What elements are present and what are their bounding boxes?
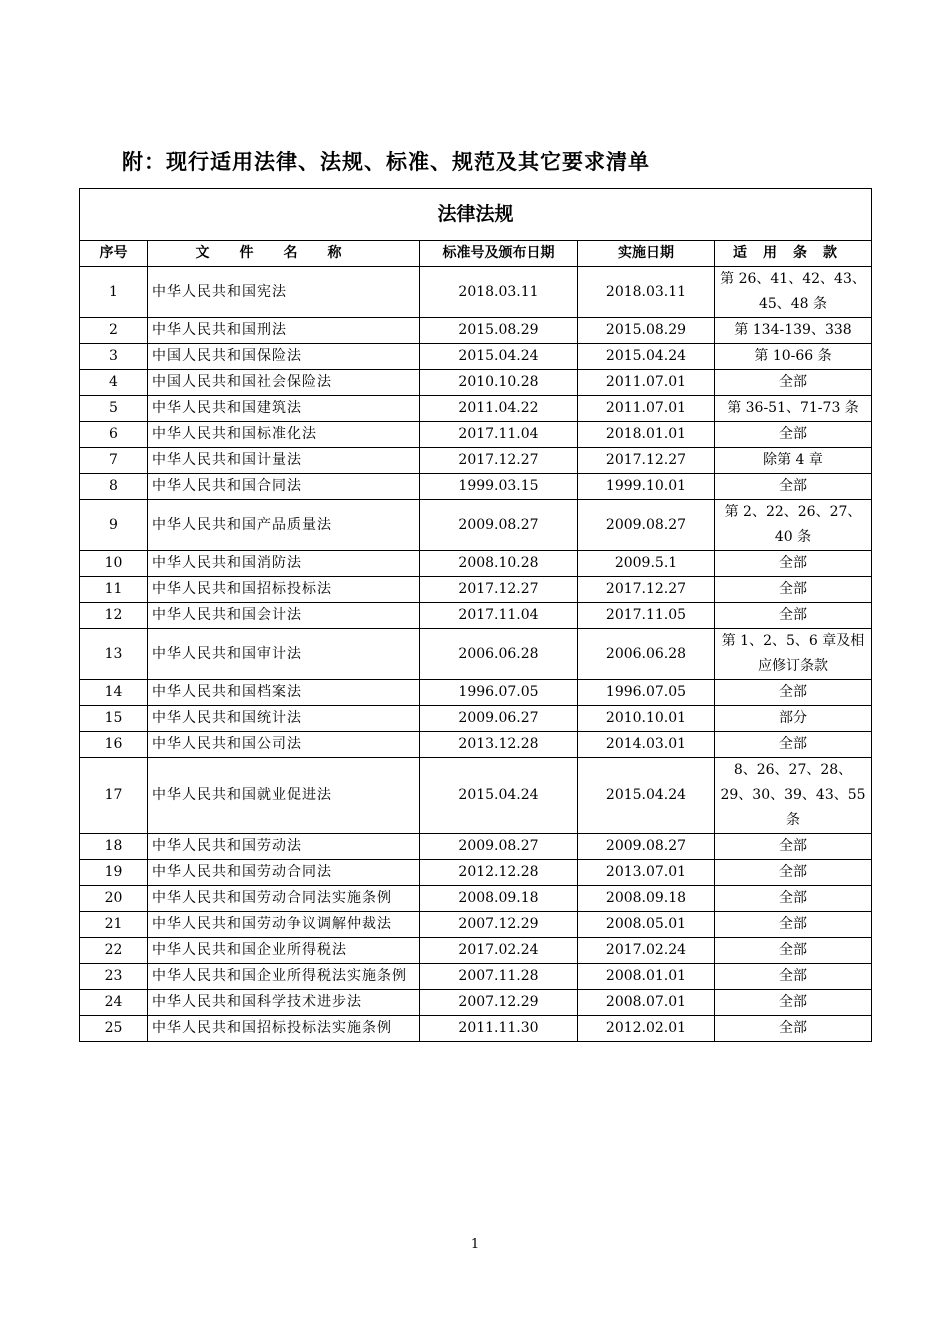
cell-articles: 除第 4 章 [715,448,872,474]
cell-index: 15 [80,706,148,732]
cell-articles: 全部 [715,834,872,860]
cell-standard-date: 2009.06.27 [420,706,578,732]
table-row [80,551,872,577]
cell-effective-date: 2008.05.01 [578,912,715,938]
cell-standard-date: 2010.10.28 [420,370,578,396]
cell-standard-date: 2006.06.28 [420,629,578,680]
cell-index: 2 [80,318,148,344]
cell-articles: 全部 [715,680,872,706]
cell-effective-date: 2008.01.01 [578,964,715,990]
cell-index: 25 [80,1016,148,1042]
cell-effective-date: 2012.02.01 [578,1016,715,1042]
table-row [80,758,872,834]
cell-index: 4 [80,370,148,396]
cell-standard-date: 2007.12.29 [420,990,578,1016]
cell-standard-date: 2018.03.11 [420,267,578,318]
table-row [80,603,872,629]
cell-name: 中华人民共和国统计法 [148,706,420,732]
cell-effective-date: 2015.08.29 [578,318,715,344]
cell-effective-date: 2017.11.05 [578,603,715,629]
cell-name: 中华人民共和国企业所得税法实施条例 [148,964,420,990]
laws-table [79,188,872,1042]
cell-effective-date: 2017.12.27 [578,577,715,603]
cell-index: 16 [80,732,148,758]
cell-articles: 全部 [715,860,872,886]
cell-effective-date: 2008.09.18 [578,886,715,912]
cell-standard-date: 2007.11.28 [420,964,578,990]
cell-name: 中华人民共和国宪法 [148,267,420,318]
table-row [80,860,872,886]
cell-standard-date: 2012.12.28 [420,860,578,886]
table-row [80,577,872,603]
cell-name: 中华人民共和国产品质量法 [148,500,420,551]
cell-index: 18 [80,834,148,860]
cell-name: 中华人民共和国就业促进法 [148,758,420,834]
cell-articles: 部分 [715,706,872,732]
table-row [80,938,872,964]
cell-effective-date: 2009.08.27 [578,500,715,551]
table-row [80,318,872,344]
section-title: 法律法规 [80,189,872,241]
cell-articles: 全部 [715,912,872,938]
cell-articles: 全部 [715,370,872,396]
cell-index: 6 [80,422,148,448]
cell-effective-date: 2013.07.01 [578,860,715,886]
cell-standard-date: 2013.12.28 [420,732,578,758]
table-row [80,448,872,474]
cell-name: 中华人民共和国劳动法 [148,834,420,860]
header-index: 序号 [80,241,148,267]
cell-articles: 全部 [715,422,872,448]
cell-name: 中华人民共和国企业所得税法 [148,938,420,964]
table-row [80,474,872,500]
table-row [80,396,872,422]
cell-articles: 第 1、2、5、6 章及相应修订条款 [715,629,872,680]
cell-articles: 全部 [715,577,872,603]
cell-articles: 全部 [715,964,872,990]
document-title: 附：现行适用法律、法规、标准、规范及其它要求清单 [122,150,650,174]
cell-articles: 第 26、41、42、43、45、48 条 [715,267,872,318]
table-row [80,964,872,990]
cell-index: 8 [80,474,148,500]
cell-standard-date: 2009.08.27 [420,500,578,551]
table-row [80,500,872,551]
cell-name: 中华人民共和国劳动合同法实施条例 [148,886,420,912]
cell-name: 中华人民共和国招标投标法实施条例 [148,1016,420,1042]
cell-articles: 第 36-51、71-73 条 [715,396,872,422]
cell-standard-date: 2015.04.24 [420,344,578,370]
cell-effective-date: 2017.12.27 [578,448,715,474]
cell-standard-date: 2008.10.28 [420,551,578,577]
cell-articles: 全部 [715,603,872,629]
cell-articles: 全部 [715,1016,872,1042]
cell-index: 14 [80,680,148,706]
table-row [80,344,872,370]
cell-standard-date: 1996.07.05 [420,680,578,706]
cell-effective-date: 2009.08.27 [578,834,715,860]
table-row [80,267,872,318]
cell-name: 中华人民共和国公司法 [148,732,420,758]
cell-standard-date: 2015.04.24 [420,758,578,834]
cell-index: 10 [80,551,148,577]
cell-index: 17 [80,758,148,834]
cell-index: 21 [80,912,148,938]
table-row [80,912,872,938]
cell-articles: 全部 [715,938,872,964]
cell-effective-date: 2009.5.1 [578,551,715,577]
cell-effective-date: 2017.02.24 [578,938,715,964]
cell-index: 12 [80,603,148,629]
cell-articles: 8、26、27、28、29、30、39、43、55 条 [715,758,872,834]
header-effective: 实施日期 [578,241,715,267]
cell-name: 中华人民共和国招标投标法 [148,577,420,603]
cell-effective-date: 2015.04.24 [578,344,715,370]
cell-effective-date: 2006.06.28 [578,629,715,680]
cell-articles: 全部 [715,551,872,577]
cell-index: 1 [80,267,148,318]
cell-name: 中华人民共和国审计法 [148,629,420,680]
cell-effective-date: 2014.03.01 [578,732,715,758]
cell-standard-date: 2017.12.27 [420,577,578,603]
cell-index: 23 [80,964,148,990]
cell-name: 中华人民共和国建筑法 [148,396,420,422]
cell-name: 中国人民共和国保险法 [148,344,420,370]
cell-effective-date: 2011.07.01 [578,396,715,422]
cell-index: 5 [80,396,148,422]
page-number: 1 [470,1237,480,1252]
table-row [80,834,872,860]
cell-index: 7 [80,448,148,474]
cell-articles: 全部 [715,474,872,500]
cell-articles: 全部 [715,732,872,758]
cell-standard-date: 2007.12.29 [420,912,578,938]
cell-name: 中华人民共和国标准化法 [148,422,420,448]
cell-index: 24 [80,990,148,1016]
header-name: 文件名称 [148,241,420,267]
cell-name: 中华人民共和国科学技术进步法 [148,990,420,1016]
header-standard: 标准号及颁布日期 [420,241,578,267]
cell-standard-date: 2015.08.29 [420,318,578,344]
cell-standard-date: 2017.11.04 [420,603,578,629]
table-row [80,732,872,758]
cell-index: 3 [80,344,148,370]
table-row [80,886,872,912]
cell-effective-date: 2008.07.01 [578,990,715,1016]
cell-index: 13 [80,629,148,680]
cell-standard-date: 1999.03.15 [420,474,578,500]
cell-articles: 第 2、22、26、27、40 条 [715,500,872,551]
table-row [80,629,872,680]
cell-effective-date: 1996.07.05 [578,680,715,706]
table-row [80,706,872,732]
cell-name: 中华人民共和国会计法 [148,603,420,629]
cell-index: 9 [80,500,148,551]
cell-articles: 全部 [715,990,872,1016]
cell-standard-date: 2011.04.22 [420,396,578,422]
table-row [80,680,872,706]
cell-effective-date: 2015.04.24 [578,758,715,834]
cell-standard-date: 2009.08.27 [420,834,578,860]
cell-name: 中华人民共和国合同法 [148,474,420,500]
cell-standard-date: 2017.11.04 [420,422,578,448]
cell-articles: 全部 [715,886,872,912]
cell-effective-date: 2018.01.01 [578,422,715,448]
cell-name: 中华人民共和国刑法 [148,318,420,344]
cell-articles: 第 134-139、338 [715,318,872,344]
cell-name: 中华人民共和国档案法 [148,680,420,706]
cell-effective-date: 1999.10.01 [578,474,715,500]
cell-index: 19 [80,860,148,886]
table-row [80,990,872,1016]
cell-name: 中华人民共和国计量法 [148,448,420,474]
cell-index: 20 [80,886,148,912]
header-articles: 适用条款 [715,241,872,267]
table-row [80,422,872,448]
cell-effective-date: 2010.10.01 [578,706,715,732]
cell-effective-date: 2018.03.11 [578,267,715,318]
cell-name: 中华人民共和国劳动争议调解仲裁法 [148,912,420,938]
cell-articles: 第 10-66 条 [715,344,872,370]
cell-name: 中华人民共和国劳动合同法 [148,860,420,886]
cell-effective-date: 2011.07.01 [578,370,715,396]
cell-name: 中国人民共和国社会保险法 [148,370,420,396]
cell-standard-date: 2017.12.27 [420,448,578,474]
table-row [80,370,872,396]
cell-standard-date: 2011.11.30 [420,1016,578,1042]
cell-index: 11 [80,577,148,603]
table-row [80,1016,872,1042]
cell-standard-date: 2017.02.24 [420,938,578,964]
cell-name: 中华人民共和国消防法 [148,551,420,577]
table-body [80,267,872,1042]
cell-standard-date: 2008.09.18 [420,886,578,912]
cell-index: 22 [80,938,148,964]
